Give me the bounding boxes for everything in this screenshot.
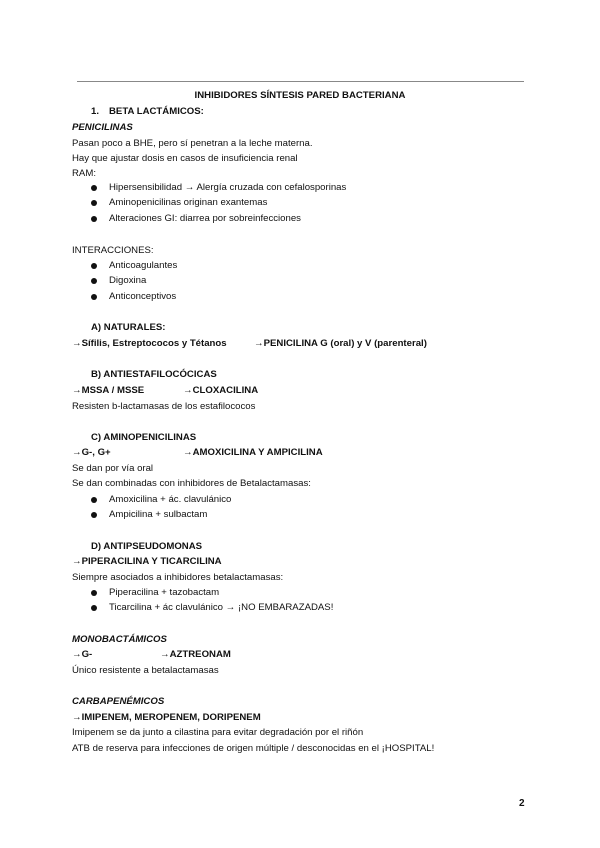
header-rule <box>77 81 524 82</box>
subsection-b-heading: B) ANTIESTAFILOCÓCICAS <box>91 369 217 380</box>
list-item: Hipersensibilidad → Alergía cruzada con cefalosporinas <box>109 182 347 193</box>
penicilinas-heading: PENICILINAS <box>72 122 133 133</box>
section-number: 1. <box>91 106 100 117</box>
bullet <box>91 216 97 222</box>
bullet <box>91 605 97 611</box>
section-heading: BETA LACTÁMICOS: <box>109 106 204 117</box>
subsection-c-note-2: Se dan combinadas con inhibidores de Betalactamasas: <box>72 478 311 489</box>
bullet <box>91 512 97 518</box>
penicilinas-text-1: Pasan poco a BHE, pero sí penetran a la leche materna. <box>72 138 313 149</box>
ram-label: RAM: <box>72 168 96 179</box>
list-item: Ticarcilina + ác clavulánico → ¡NO EMBARAZADAS! <box>109 602 334 613</box>
monobactamicos-right: →AZTREONAM <box>160 649 231 660</box>
penicilinas-text-2: Hay que ajustar dosis en casos de insuficiencia renal <box>72 153 298 164</box>
subsection-d-note: Siempre asociados a inhibidores betalactamasas: <box>72 572 284 583</box>
list-item: Digoxina <box>109 275 147 286</box>
carbapenemicos-drug: →IMIPENEM, MEROPENEM, DORIPENEM <box>72 712 261 723</box>
list-item: Anticoagulantes <box>109 260 178 271</box>
list-item: Anticonceptivos <box>109 291 177 302</box>
subsection-b-right: →CLOXACILINA <box>183 385 259 396</box>
page-number: 2 <box>519 798 525 809</box>
list-item: Alteraciones GI: diarrea por sobreinfecciones <box>109 213 301 224</box>
subsection-a-right: →PENICILINA G (oral) y V (parenteral) <box>254 338 427 349</box>
monobactamicos-left: →G- <box>72 649 93 660</box>
bullet <box>91 590 97 596</box>
bullet <box>91 497 97 503</box>
subsection-c-left: →G-, G+ <box>72 447 111 458</box>
subsection-a-heading: A) NATURALES: <box>91 322 166 333</box>
list-item: Amoxicilina + ác. clavulánico <box>109 494 232 505</box>
interacciones-label: INTERACCIONES: <box>72 245 154 256</box>
list-item: Piperacilina + tazobactam <box>109 587 220 598</box>
carbapenemicos-note-2: ATB de reserva para infecciones de origen múltiple / desconocidas en el ¡HOSPITAL! <box>72 743 435 754</box>
subsection-c-right: →AMOXICILINA Y AMPICILINA <box>183 447 323 458</box>
page-title: INHIBIDORES SÍNTESIS PARED BACTERIANA <box>194 90 406 101</box>
bullet <box>91 185 97 191</box>
subsection-c-heading: C) AMINOPENICILINAS <box>91 432 197 443</box>
monobactamicos-heading: MONOBACTÁMICOS <box>72 634 167 645</box>
list-item: Ampicilina + sulbactam <box>109 509 208 520</box>
carbapenemicos-note-1: Imipenem se da junto a cilastina para evitar degradación por el riñón <box>72 727 364 738</box>
subsection-a-left: →Sífilis, Estreptococos y Tétanos <box>72 338 227 349</box>
bullet <box>91 294 97 300</box>
subsection-c-note-1: Se dan por vía oral <box>72 463 154 474</box>
subsection-d-drug: →PIPERACILINA Y TICARCILINA <box>72 556 222 567</box>
subsection-d-heading: D) ANTIPSEUDOMONAS <box>91 541 203 552</box>
carbapenemicos-heading: CARBAPENÉMICOS <box>72 696 165 707</box>
monobactamicos-note: Único resistente a betalactamasas <box>72 665 219 676</box>
bullet <box>91 278 97 284</box>
bullet <box>91 263 97 269</box>
subsection-b-left: →MSSA / MSSE <box>72 385 145 396</box>
bullet <box>91 200 97 206</box>
list-item: Aminopenicilinas originan exantemas <box>109 197 268 208</box>
subsection-b-note: Resisten b-lactamasas de los estafilococos <box>72 401 256 412</box>
